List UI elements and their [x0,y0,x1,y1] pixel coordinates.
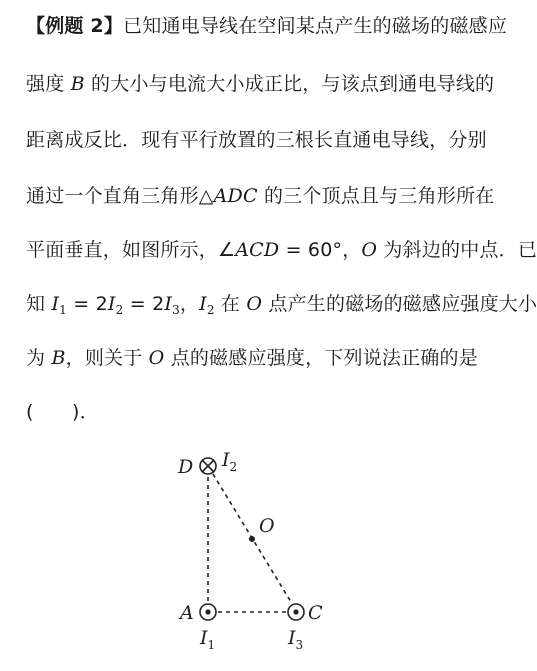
symbol-O-3: O [148,347,165,369]
answer-blank: ( )． [26,401,99,423]
wire-A-out-of-page-icon [200,604,216,620]
symbol-I2-again: I [199,293,207,315]
subscript-2-again: 2 [206,303,215,317]
subscript-1: 1 [59,303,68,317]
symbol-I3: I [164,293,173,315]
wire-D-into-page-icon [200,458,216,474]
line5-text-a: 平面垂直，如图所示，∠ [26,239,236,261]
line6-text-d: 在 [214,293,247,315]
example-tag: 例题 2 [45,15,104,37]
tag-close-bracket: 】 [103,15,124,37]
symbol-B-2: B [51,347,66,369]
comma: ， [179,293,200,315]
symbol-I2: I [107,293,116,315]
symbol-O-2: O [246,293,263,315]
line5-text-c: 为斜边的中点．已 [377,239,537,261]
symbol-B: B [70,73,85,95]
line5-text-b: = 60°， [279,239,362,261]
label-I1: $I_1$ [200,627,216,652]
line3-text: 距离成反比．现有平行放置的三根长直通电导线，分别 [26,129,487,151]
label-A: A [180,602,194,624]
label-I3: $I_3$ [288,627,304,652]
line7-text-b: ，则关于 [65,347,149,369]
subscript-2: 2 [115,303,124,317]
line6-text-a: 知 [26,293,52,315]
line4-text-a: 通过一个直角三角形△ [26,185,214,207]
line6-text-e: 点产生的磁场的磁感应强度大小 [262,293,537,315]
midpoint-O [249,536,255,542]
line7-text-a: 为 [26,347,52,369]
symbol-ADC: ADC [213,185,258,207]
line7-text-c: 点的磁感应强度，下列说法正确的是 [164,347,478,369]
line1-text: 已知通电导线在空间某点产生的磁场的磁感应 [123,15,508,37]
label-I2: $I_2$ [222,449,238,474]
symbol-I1: I [51,293,60,315]
label-O: O [259,515,275,537]
line4-text-b: 的三个顶点且与三角形所在 [257,185,495,207]
wire-C-out-of-page-icon [288,604,304,620]
label-D: D [178,456,194,478]
symbol-ACD: ACD [235,239,280,261]
line2-text-a: 强度 [26,73,71,95]
line2-text-b: 的大小与电流大小成正比，与该点到通电导线的 [84,73,495,95]
subscript-3: 3 [172,303,180,317]
equals-2b: = 2 [123,293,165,315]
label-C: C [308,602,323,624]
tag-open-bracket: 【 [26,15,46,37]
symbol-O: O [361,239,378,261]
equals-2: = 2 [67,293,108,315]
